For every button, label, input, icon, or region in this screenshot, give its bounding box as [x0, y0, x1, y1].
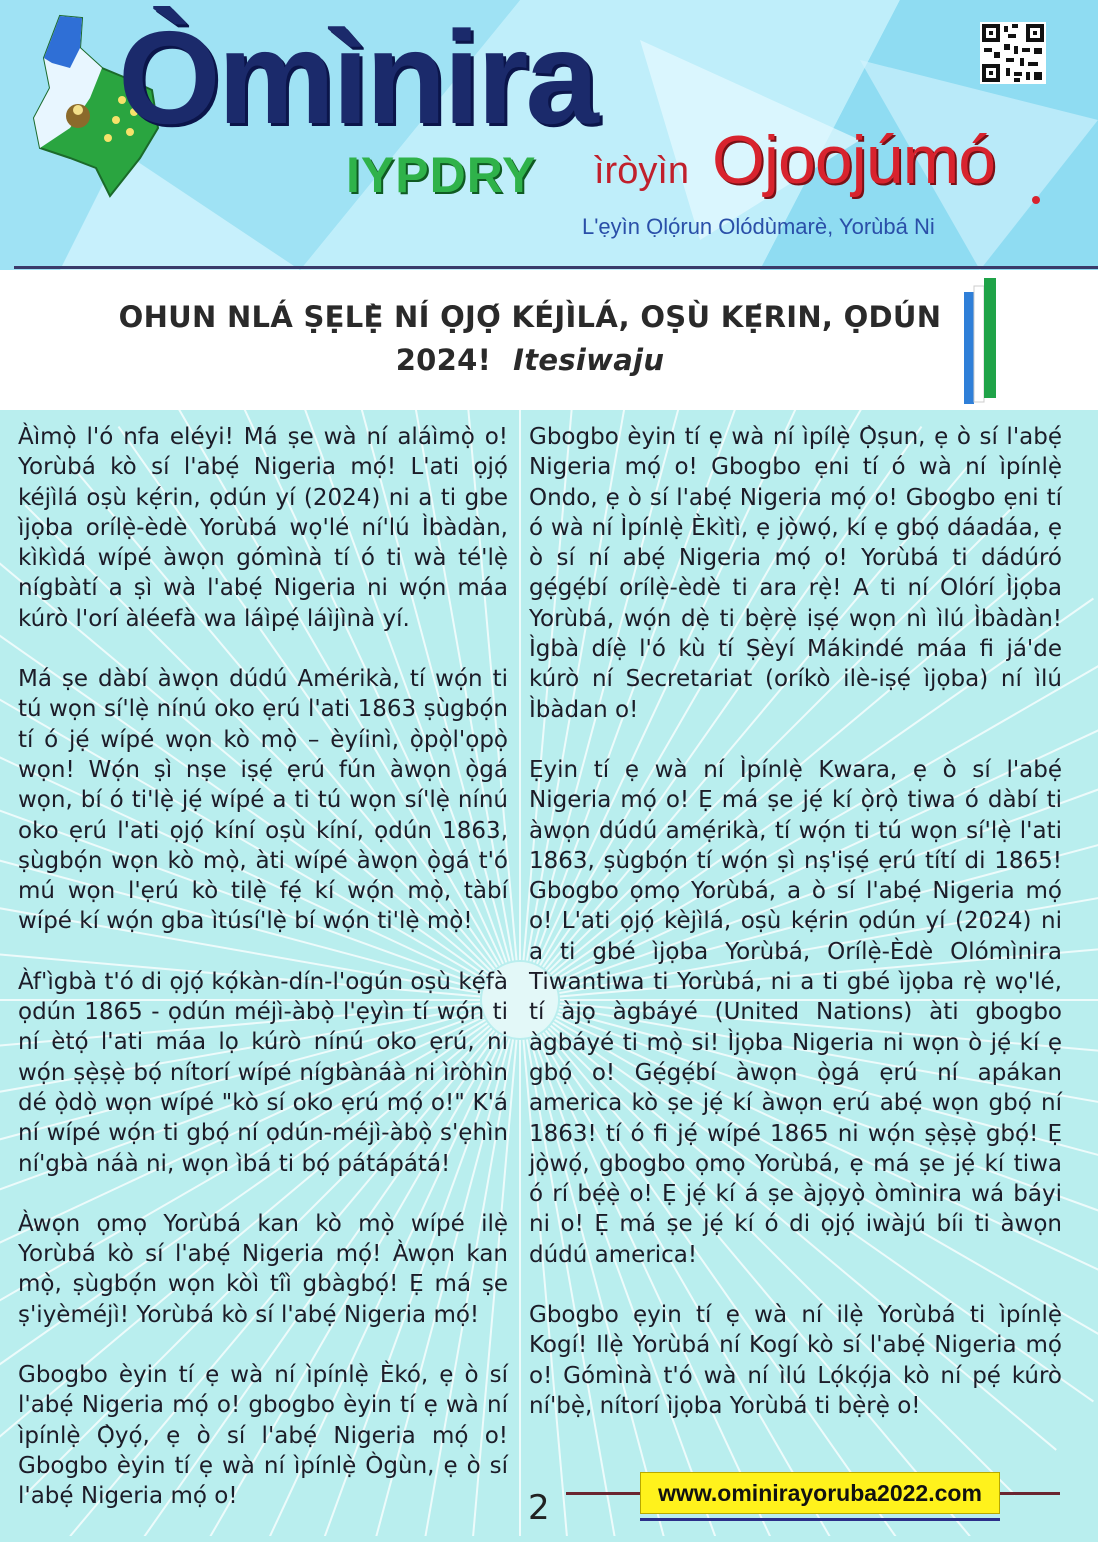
paragraph: Gbogbo ẹyin tí ẹ wà ní ilẹ̀ Yorùbá ti ìpínlẹ̀ Kogí! Ilẹ̀ Yorùbá ní Kogí kò sí l'abẹ́ Nigeria mọ́ o! Gómìnà t'ó wà ní ìlú Lọ́kọ́ja kò ní pẹ́ kúrò ní'bẹ̀, nítorí ìjọba Yorùbá ti bẹ̀rẹ̀ o! — [529, 1302, 1062, 1419]
kicker-text: ìròyìn — [594, 150, 690, 192]
article-title: OHUN NLÁ ṢẸLẸ̀ NÍ ỌJỌ́ KÉJÌLÁ, OṢÙ KẸ́RIN, ỌDÚN 2024! — [118, 300, 942, 377]
masthead-title: Òmìnira — [118, 4, 596, 151]
article-title-block — [100, 296, 960, 382]
paragraph: Má ṣe dàbí àwọn dúdú Amérikà, tí wọ́n ti tú wọn sí'lẹ̀ nínú oko ẹrú l'ati 1863 ṣùgbọ́n tí ó jẹ́ wípé wọn kò mọ̀ – èyíinì, ọ̀pọ̀l'ọpọ̀ wọn! Wọ́n ṣì nṣe iṣẹ́ ẹrú fún àwọn ọ̀gá wọn, bí ó ti'lẹ̀ jẹ́ wípé a ti tú wọn sí'lẹ̀ nínú oko ẹrú l'ati ọjọ́ kíní oṣù kíní, ọdún 1863, ṣùgbọ́n wọn kò mọ̀, àti wípé àwọn ọ̀gá t'ó mú wọn l'ẹrú kò tilẹ̀ fẹ́ kí wọ́n mọ̀, tàbí wípé kí wọ́n gba ìtúsí'lẹ̀ bí wọ́n ti'lẹ̀ mọ̀! — [18, 666, 508, 935]
paragraph: Gbogbo èyin tí ẹ wà ní ìpínlẹ̀ Èkó, ẹ ò sí l'abẹ́ Nigeria mọ́ o! gbogbo èyin tí ẹ wà ní ìpínlẹ̀ Ọ̀yọ́, ẹ ò sí l'abẹ́ Nigeria mọ́ o! Gbogbo èyin tí ẹ wà ní ìpínlẹ̀ Ògùn, ẹ ò sí l'abẹ́ Nigeria mọ́ o! — [18, 1362, 508, 1510]
sub-brand: IYPDRY — [346, 147, 537, 203]
headline-word: Ojoojúmó — [712, 122, 996, 198]
page-number: 2 — [528, 1488, 550, 1528]
article-column-left — [18, 422, 508, 1542]
header-rule — [14, 266, 1098, 269]
website-link[interactable]: www.ominirayoruba2022.com — [640, 1472, 1000, 1514]
dot-accent — [1032, 196, 1040, 204]
motto: L'ẹyìn Ọlọ́run Olódùmarè, Yorùbá Ni — [582, 214, 935, 239]
footer-rule-bottom — [640, 1518, 1000, 1521]
qr-code-icon[interactable] — [980, 22, 1046, 84]
paragraph: Àwọn ọmọ Yorùbá kan kò mọ̀ wípé ilẹ̀ Yorùbá kò sí l'abẹ́ Nigeria mọ́! Àwọn kan mọ̀, ṣùgbọ́n wọn kòì tîì gbàgbọ́! Ẹ má ṣe ṣ'iyèméjì! Yorùbá kò sí l'abẹ́ Nigeria mọ́! — [18, 1210, 508, 1328]
article-tag: Itesiwaju — [513, 343, 665, 377]
paragraph: Àìmọ̀ l'ó nfa eléyi! Má ṣe wà ní aláìmọ̀ o! Yorùbá kò sí l'abẹ́ Nigeria mọ́! L'ati ọjọ́ kéjìlá oṣù kẹ́rin, ọdún yí (2024) ni a ti gbe ìjọba orílẹ̀-èdè Yorùbá wọ'lé ní'lú Ìbàdàn, kìkìdá wípé àwọn gómìnà tí ó ti wà té'lẹ̀ nígbàtí a ṣì wà l'abẹ́ Nigeria ni wọ́n máa kúrò l'orí àléefà wa láìpẹ́ láìjìnà yí. — [18, 424, 508, 632]
article-column-right — [529, 422, 1062, 1451]
header — [0, 0, 1098, 270]
flag-bars — [960, 278, 1004, 408]
paragraph: Gbogbo èyin tí ẹ wà ní ìpílẹ̀ Ọ̀ṣun, ẹ ò sí l'abẹ́ Nigeria mọ́ o! Gbogbo ẹni tí ó wà ní ìpínlẹ̀ Ondo, ẹ ò sí l'abẹ́ Nigeria mọ́ o! Gbogbo ẹni tí ó wà ní Ìpínlẹ̀ Èkìtì, ẹ jọ̀wọ́, kí ẹ gbọ́ dáadáa, ẹ ò sí ní abẹ́ Nigeria mọ́ o! Yorùbá ti dádúró gẹ́gẹ́bí orílẹ̀-èdè ti ara rẹ̀! A ti ní Olórí Ìjọba Yorùbá, wọ́n dẹ̀ ti bẹ̀rẹ̀ iṣẹ́ wọn nì ìlú Ìbàdàn! Ìgbà díẹ̀ l'ó kù tí Ṣèyí Mákindé máa fi já'de kúrò ní Secretariat (oríkò ilè-iṣẹ́ ìjọba) ní ìlú Ìbàdan o! — [529, 424, 1062, 723]
paragraph: Ẹyin tí ẹ wà ní Ìpínlẹ̀ Kwara, ẹ ò sí l'abẹ́ Nigeria mọ́ o! Ẹ má ṣe jẹ́ kí ọ̀rọ̀ tiwa ó dàbí ti àwọn dúdú amẹ́rikà, tí wọ́n ti tú wọn sí'lẹ̀ l'ati 1863, ṣùgbọ́n tí wọ́n ṣì nṣ'iṣẹ́ ẹrú títí di 1865! Gbogbo ọmọ Yorùbá, a ò sí l'abẹ́ Nigeria mọ́ o! L'ati ọjọ́ kèjìlá, oṣù kẹ́rin ọdún yí (2024) ni a ti gbé ìjọba Yorùbá, Orílẹ̀-Èdè Olómìnira Tiwantiwa ti Yorùbá, ni a ti gbé ìjọba rẹ̀ wọ'lé, tí àjọ àgbáyé (United Nations) àti gbogbo àgbáyé ti mọ̀ si! Ìjọba Nigeria ni wọn ò jẹ́ kí ẹ gbọ́ o! Gẹ́gẹ́bí àwọn ọ̀gá ẹrú ní apákan america kò ṣe jẹ́ kí àwọn ẹrú abẹ́ wọn gbọ́ ní 1863! tí ó fi jẹ́ wípé 1865 ni wọ́n ṣẹ̀ṣẹ̀ gbọ́! Ẹ jọ̀wọ́, gbogbo ọmọ Yorùbá, ẹ má ṣe jẹ́ kí tiwa ó rí bẹ́ẹ̀ o! Ẹ jẹ́ kí á ṣe àjọyọ̀ òmìnira wá báyi ni o! Ẹ má ṣe jẹ́ kí ó di ọjọ́ iwàjú bíi ti àwọn dúdú america! — [529, 756, 1062, 1268]
paragraph: Àf'ìgbà t'ó di ọjọ́ kọ́kàn-dín-l'ogún oṣù kẹ́fà ọdún 1865 - ọdún méjì-àbọ̀ l'ẹyìn tí wọ́n ti ní ètọ́ l'ati máa lọ kúrò nínú oko ẹrú, ni wọ́n ṣẹ̀ṣẹ̀ bọ́ nítorí wípé nígbànáà ni ìròhìn dé ọ̀dọ̀ wọn wípé "kò sí oko ẹrú mọ́ o!" K'á ní wípé wọ́n ti gbọ́ ní ọdún-méjì-àbọ̀ s'ẹhìn ní'gbà náà ni, wọn ìbá ti bọ́ pátápátá! — [18, 968, 508, 1177]
